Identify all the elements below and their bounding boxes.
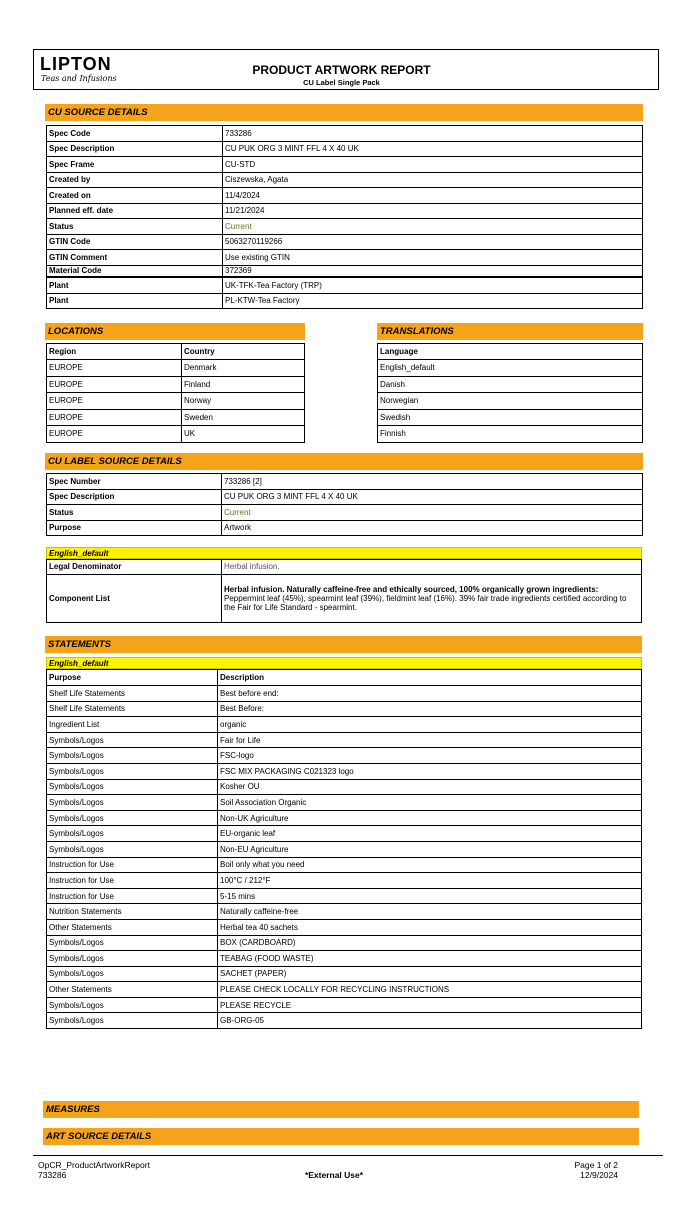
location-row	[47, 393, 305, 410]
country-cell: Sweden	[182, 409, 305, 426]
description-cell: PLEASE RECYCLE	[218, 997, 642, 1013]
description-cell: Non-UK Agriculture	[218, 810, 642, 826]
locations-header-row	[47, 344, 305, 360]
translation-row	[378, 426, 643, 443]
region-column-header: Region	[47, 344, 182, 360]
field-value: Ciszewska, Agata	[223, 172, 643, 188]
purpose-cell: Symbols/Logos	[47, 748, 218, 764]
statement-row	[47, 795, 642, 811]
cu-label-row	[47, 474, 643, 490]
language-cell: Swedish	[378, 409, 643, 426]
footer-page-number: Page 1 of 2	[574, 1160, 618, 1170]
field-label: Purpose	[47, 520, 222, 536]
description-cell: Best before end:	[218, 686, 642, 702]
cu-source-row	[47, 126, 643, 142]
statement-row	[47, 810, 642, 826]
statement-row	[47, 873, 642, 889]
field-value: Current	[223, 219, 643, 235]
purpose-cell: Symbols/Logos	[47, 795, 218, 811]
statements-table	[46, 669, 642, 1029]
description-cell: 5-15 mins	[218, 888, 642, 904]
cu-source-row	[47, 188, 643, 204]
field-label: GTIN Comment	[47, 250, 223, 266]
description-cell: EU-organic leaf	[218, 826, 642, 842]
report-title: PRODUCT ARTWORK REPORT	[252, 63, 431, 77]
language-cell: Finnish	[378, 426, 643, 443]
cu-source-heading: CU SOURCE DETAILS	[45, 104, 643, 121]
statement-row	[47, 951, 642, 967]
translations-heading: TRANSLATIONS	[377, 323, 643, 340]
statement-row	[47, 888, 642, 904]
description-cell: 100°C / 212°F	[218, 873, 642, 889]
art-source-heading: ART SOURCE DETAILS	[43, 1128, 639, 1145]
statement-row	[47, 826, 642, 842]
footer-divider	[33, 1155, 663, 1156]
cu-source-row	[47, 293, 643, 309]
legal-denominator-value: Herbal infusion.	[222, 560, 642, 575]
purpose-cell: Symbols/Logos	[47, 732, 218, 748]
field-value: 733286	[223, 126, 643, 142]
field-value: CU PUK ORG 3 MINT FFL 4 X 40 UK	[223, 141, 643, 157]
cu-source-row	[47, 265, 643, 277]
footer-report-name: OpCR_ProductArtworkReport	[38, 1160, 150, 1170]
description-cell: Fair for Life	[218, 732, 642, 748]
purpose-cell: Ingredient List	[47, 717, 218, 733]
region-cell: EUROPE	[47, 426, 182, 443]
cu-label-row	[47, 520, 643, 536]
purpose-cell: Symbols/Logos	[47, 810, 218, 826]
description-cell: FSC-logo	[218, 748, 642, 764]
region-cell: EUROPE	[47, 360, 182, 377]
translation-row	[378, 393, 643, 410]
translations-header-row	[378, 344, 643, 360]
region-cell: EUROPE	[47, 376, 182, 393]
field-label: Status	[47, 505, 222, 521]
translation-row	[378, 409, 643, 426]
field-label: Material Code	[47, 265, 223, 277]
country-cell: Norway	[182, 393, 305, 410]
field-label: Plant	[47, 293, 223, 309]
description-cell: PLEASE CHECK LOCALLY FOR RECYCLING INSTRUCTIONS	[218, 982, 642, 998]
field-label: Spec Frame	[47, 157, 223, 173]
legal-denominator-label: Legal Denominator	[47, 560, 222, 575]
statement-row	[47, 841, 642, 857]
purpose-cell: Nutrition Statements	[47, 904, 218, 920]
description-cell: Soil Association Organic	[218, 795, 642, 811]
statement-row	[47, 717, 642, 733]
purpose-cell: Other Statements	[47, 982, 218, 998]
location-row	[47, 409, 305, 426]
description-cell: GB-ORG-05	[218, 1013, 642, 1029]
locations-table	[46, 343, 305, 443]
component-list-label: Component List	[47, 574, 222, 622]
field-label: Spec Description	[47, 141, 223, 157]
statement-row	[47, 857, 642, 873]
description-cell: Boil only what you need	[218, 857, 642, 873]
statement-row	[47, 982, 642, 998]
legal-denominator-row	[47, 560, 642, 575]
cu-source-table	[46, 125, 643, 309]
logo-tagline: Teas and Infusions	[41, 74, 117, 83]
field-value: CU-STD	[223, 157, 643, 173]
cu-source-row	[47, 277, 643, 293]
translations-table	[377, 343, 643, 443]
description-cell: TEABAG (FOOD WASTE)	[218, 951, 642, 967]
purpose-cell: Symbols/Logos	[47, 779, 218, 795]
locations-heading: LOCATIONS	[45, 323, 305, 340]
translation-row	[378, 360, 643, 377]
purpose-cell: Symbols/Logos	[47, 951, 218, 967]
purpose-cell: Instruction for Use	[47, 857, 218, 873]
component-list-ingredients: Peppermint leaf (45%), spearmint leaf (39%), fieldmint leaf (16%). 39% fair trade ingredients certified according to the Fair for Life Standard - spearmint.	[224, 593, 627, 612]
footer-external-use: *External Use*	[304, 1170, 364, 1180]
location-row	[47, 360, 305, 377]
region-cell: EUROPE	[47, 393, 182, 410]
description-cell: Non-EU Agriculture	[218, 841, 642, 857]
statement-row	[47, 935, 642, 951]
translation-row	[378, 376, 643, 393]
description-cell: FSC MIX PACKAGING C021323 logo	[218, 763, 642, 779]
field-value: CU PUK ORG 3 MINT FFL 4 X 40 UK	[222, 489, 643, 505]
field-label: Created on	[47, 188, 223, 204]
description-cell: Herbal tea 40 sachets	[218, 919, 642, 935]
field-label: Spec Number	[47, 474, 222, 490]
footer-date: 12/9/2024	[580, 1170, 618, 1180]
language-cell: Danish	[378, 376, 643, 393]
footer-spec-code: 733286	[38, 1170, 67, 1180]
statements-heading: STATEMENTS	[45, 636, 642, 653]
statements-subheading: English_default	[46, 657, 642, 669]
field-label: Spec Code	[47, 126, 223, 142]
statement-row	[47, 732, 642, 748]
cu-source-row	[47, 172, 643, 188]
component-list-value	[222, 574, 642, 622]
cu-label-heading: CU LABEL SOURCE DETAILS	[45, 453, 643, 470]
statement-row	[47, 779, 642, 795]
statement-row	[47, 701, 642, 717]
language-cell: English_default	[378, 360, 643, 377]
language-cell: Norwegian	[378, 393, 643, 410]
component-list-row	[47, 574, 642, 622]
measures-heading: MEASURES	[43, 1101, 639, 1118]
purpose-cell: Symbols/Logos	[47, 763, 218, 779]
statement-row	[47, 904, 642, 920]
language-column-header: Language	[378, 344, 643, 360]
purpose-cell: Other Statements	[47, 919, 218, 935]
statement-row	[47, 997, 642, 1013]
location-row	[47, 376, 305, 393]
statement-row	[47, 919, 642, 935]
english-default-heading: English_default	[46, 547, 642, 559]
lipton-logo	[40, 55, 117, 83]
country-column-header: Country	[182, 344, 305, 360]
field-value: UK-TFK-Tea Factory (TRP)	[223, 277, 643, 293]
english-default-table	[46, 559, 642, 623]
country-cell: Denmark	[182, 360, 305, 377]
region-cell: EUROPE	[47, 409, 182, 426]
statement-row	[47, 763, 642, 779]
cu-label-row	[47, 505, 643, 521]
description-cell: Kosher OU	[218, 779, 642, 795]
field-value: 5063270119266	[223, 234, 643, 250]
description-cell: Naturally caffeine-free	[218, 904, 642, 920]
report-subtitle: CU Label Single Pack	[303, 78, 380, 87]
purpose-cell: Symbols/Logos	[47, 997, 218, 1013]
component-list-heading: Herbal infusion. Naturally caffeine-free and ethically sourced, 100% organically grown ingredients:	[224, 584, 599, 594]
purpose-cell: Shelf Life Statements	[47, 686, 218, 702]
purpose-cell: Symbols/Logos	[47, 826, 218, 842]
statement-row	[47, 686, 642, 702]
cu-label-table	[46, 473, 643, 536]
statement-row	[47, 966, 642, 982]
field-value: 733286 [2]	[222, 474, 643, 490]
statement-row	[47, 748, 642, 764]
cu-source-row	[47, 219, 643, 235]
purpose-cell: Instruction for Use	[47, 888, 218, 904]
description-column-header: Description	[218, 670, 642, 686]
field-label: Plant	[47, 277, 223, 293]
cu-source-row	[47, 141, 643, 157]
field-value: 372369	[223, 265, 643, 277]
description-cell: SACHET (PAPER)	[218, 966, 642, 982]
field-value: 11/21/2024	[223, 203, 643, 219]
field-value: PL-KTW-Tea Factory	[223, 293, 643, 309]
field-value: Use existing GTIN	[223, 250, 643, 266]
cu-source-row	[47, 157, 643, 173]
description-cell: organic	[218, 717, 642, 733]
purpose-cell: Symbols/Logos	[47, 841, 218, 857]
purpose-cell: Symbols/Logos	[47, 935, 218, 951]
field-label: Spec Description	[47, 489, 222, 505]
purpose-cell: Symbols/Logos	[47, 1013, 218, 1029]
purpose-cell: Shelf Life Statements	[47, 701, 218, 717]
statements-header-row	[47, 670, 642, 686]
field-label: Planned eff. date	[47, 203, 223, 219]
purpose-cell: Instruction for Use	[47, 873, 218, 889]
purpose-cell: Symbols/Logos	[47, 966, 218, 982]
statement-row	[47, 1013, 642, 1029]
field-value: Artwork	[222, 520, 643, 536]
field-label: Status	[47, 219, 223, 235]
cu-label-row	[47, 489, 643, 505]
description-cell: BOX (CARDBOARD)	[218, 935, 642, 951]
cu-source-row	[47, 203, 643, 219]
country-cell: Finland	[182, 376, 305, 393]
cu-source-row	[47, 234, 643, 250]
cu-source-row	[47, 250, 643, 266]
logo-wordmark: LIPTON	[40, 54, 112, 74]
location-row	[47, 426, 305, 443]
field-value: Current	[222, 505, 643, 521]
field-label: Created by	[47, 172, 223, 188]
country-cell: UK	[182, 426, 305, 443]
field-value: 11/4/2024	[223, 188, 643, 204]
field-label: GTIN Code	[47, 234, 223, 250]
description-cell: Best Before:	[218, 701, 642, 717]
purpose-column-header: Purpose	[47, 670, 218, 686]
